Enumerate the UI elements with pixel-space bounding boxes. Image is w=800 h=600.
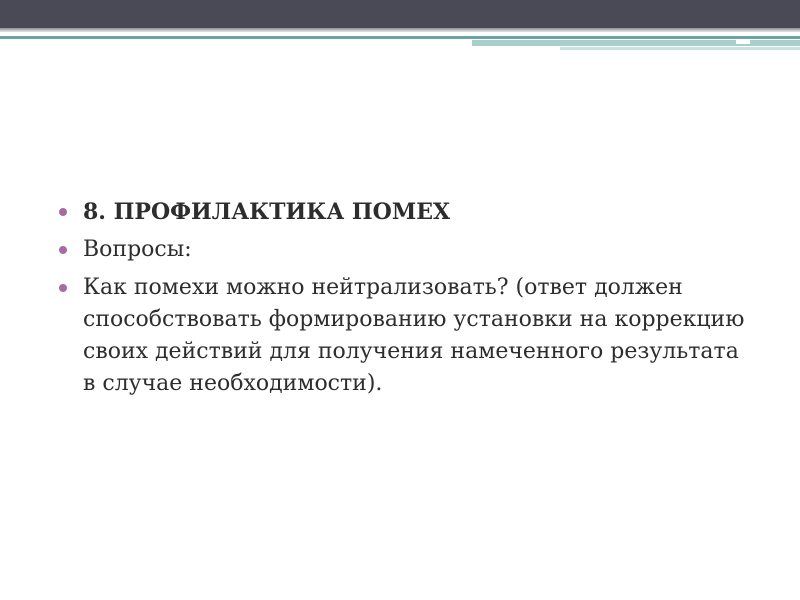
bullet-heading xyxy=(56,196,756,228)
bullet-text: Как помехи можно нейтрализовать? (ответ должен способствовать формированию установки на коррекцию своих действий для получения намеченного результата в случае необходимости). xyxy=(83,275,745,396)
bullet-list xyxy=(56,196,756,400)
bullet-questions xyxy=(56,234,756,266)
bullet-question-item xyxy=(56,272,756,400)
bullet-text: Вопросы: xyxy=(83,237,192,262)
accent-stripe xyxy=(472,40,800,46)
slide-body xyxy=(56,196,756,400)
bullet-text: 8. ПРОФИЛАКТИКА ПОМЕХ xyxy=(83,199,451,225)
header-shadow xyxy=(0,28,800,32)
accent-line xyxy=(0,36,800,39)
bullet-dot-icon xyxy=(59,246,67,254)
accent-stripe-thin xyxy=(560,47,800,50)
top-header-bar xyxy=(0,0,800,28)
bullet-dot-icon xyxy=(59,284,67,292)
accent-notch xyxy=(736,40,750,44)
bullet-dot-icon xyxy=(59,208,67,216)
